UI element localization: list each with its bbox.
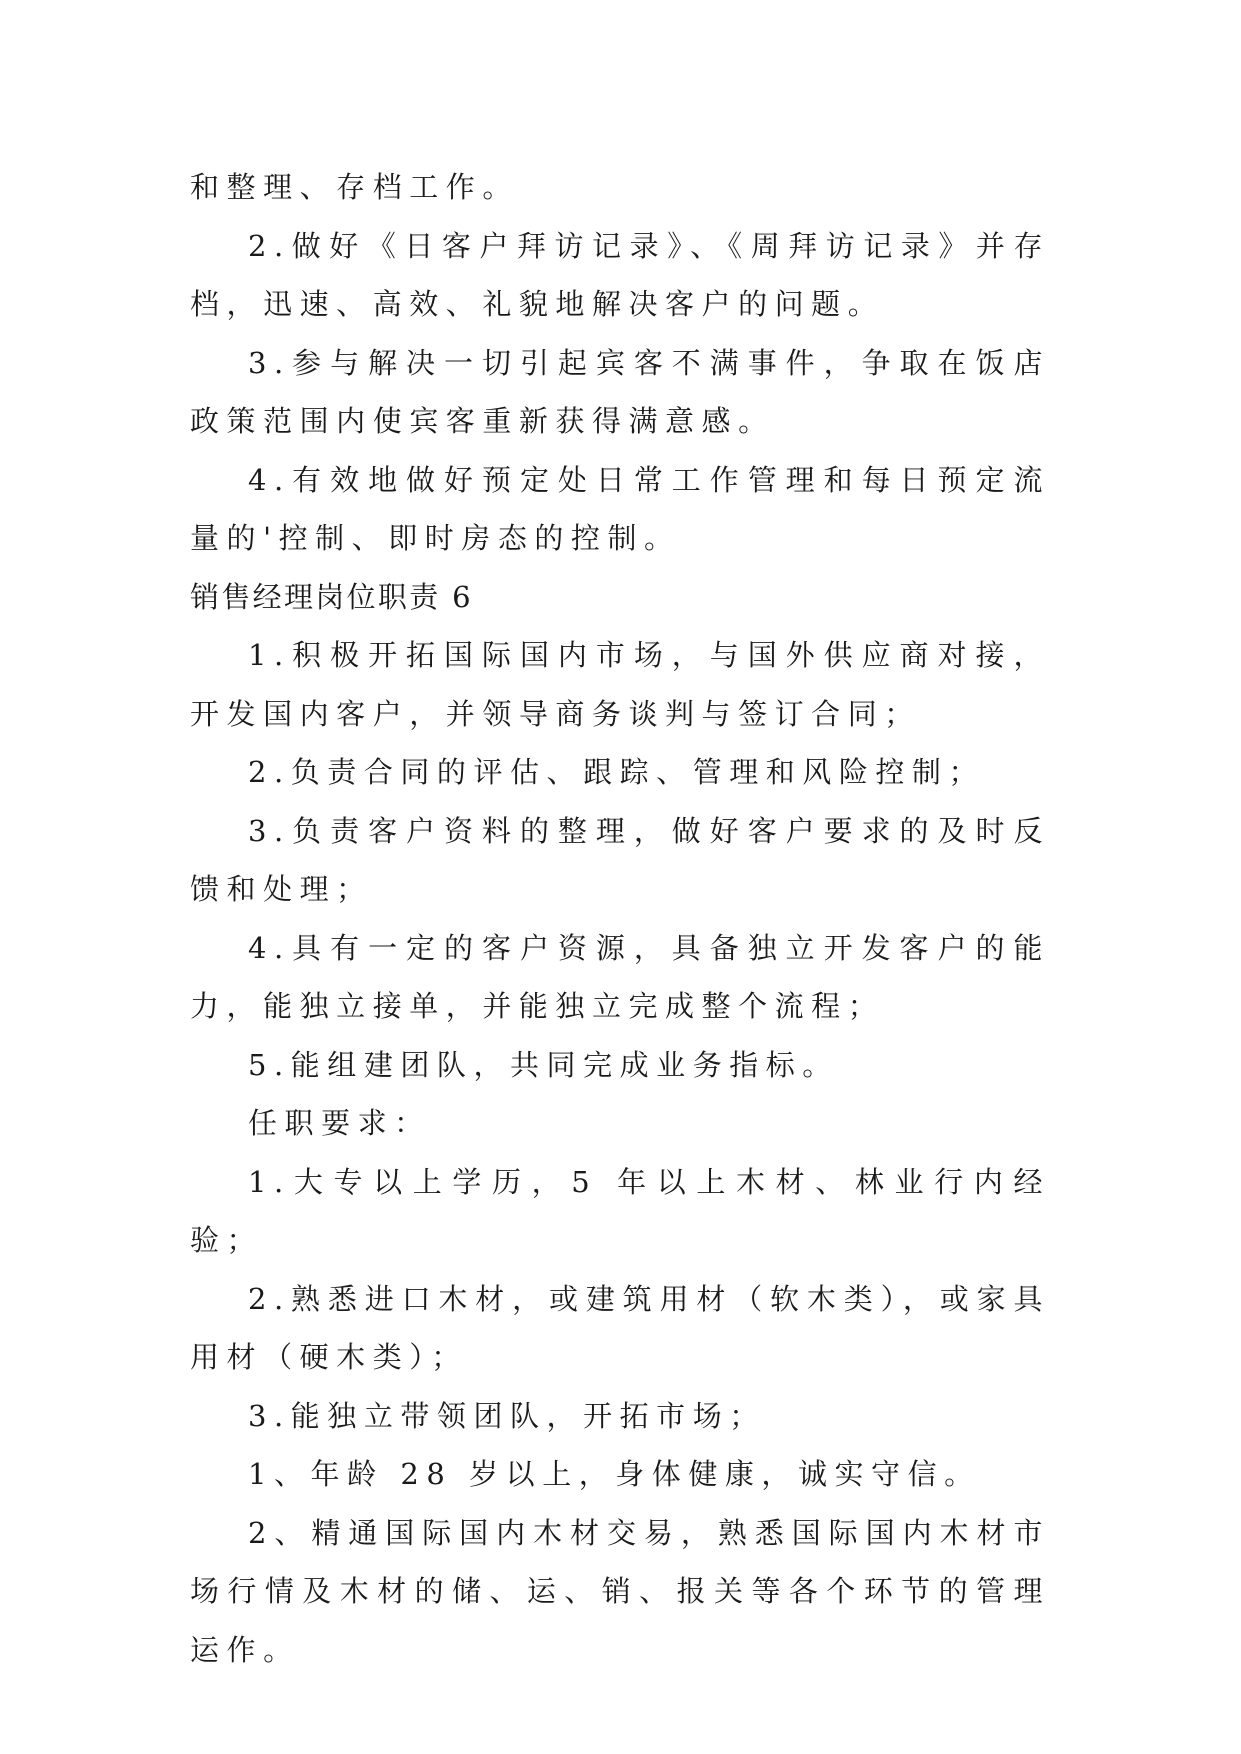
paragraph: 4.具有一定的客户资源，具备独立开发客户的能力，能独立接单，并能独立完成整个流程；	[190, 930, 1050, 1023]
paragraph: 5.能组建团队，共同完成业务指标。	[248, 1047, 839, 1082]
paragraph: 2.熟悉进口木材，或建筑用材（软木类），或家具用材（硬木类）；	[190, 1281, 1050, 1374]
paragraph: 3.能独立带领团队，开拓市场；	[248, 1398, 766, 1433]
paragraph: 2、精通国际国内木材交易，熟悉国际国内木材市场行情及木材的储、运、销、报关等各个环节的管理运作。	[190, 1515, 1050, 1667]
paragraph: 3.负责客户资料的整理，做好客户要求的及时反馈和处理；	[190, 813, 1050, 906]
requirements-heading: 任职要求：	[248, 1106, 431, 1140]
section-heading: 销售经理岗位职责 6	[190, 579, 473, 614]
paragraph: 1、年龄 28 岁以上，身体健康，诚实守信。	[248, 1457, 981, 1491]
paragraph: 1.大专以上学历，5 年以上木材、林业行内经验；	[190, 1164, 1050, 1257]
paragraph: 1.积极开拓国际国内市场，与国外供应商对接，开发国内客户，并领导商务谈判与签订合同；	[190, 638, 1050, 731]
paragraph: 3.参与解决一切引起宾客不满事件，争取在饭店政策范围内使宾客重新获得满意感。	[190, 345, 1050, 438]
paragraph: 2.负责合同的评估、跟踪、管理和风险控制；	[248, 755, 986, 789]
paragraph: 和整理、存档工作。	[190, 170, 519, 204]
paragraph: 2.做好《日客户拜访记录》、《周拜访记录》并存档，迅速、高效、礼貌地解决客户的问题。	[190, 228, 1050, 321]
document-body	[190, 158, 1050, 1679]
paragraph: 4.有效地做好预定处日常工作管理和每日预定流量的'控制、即时房态的控制。	[190, 462, 1050, 555]
